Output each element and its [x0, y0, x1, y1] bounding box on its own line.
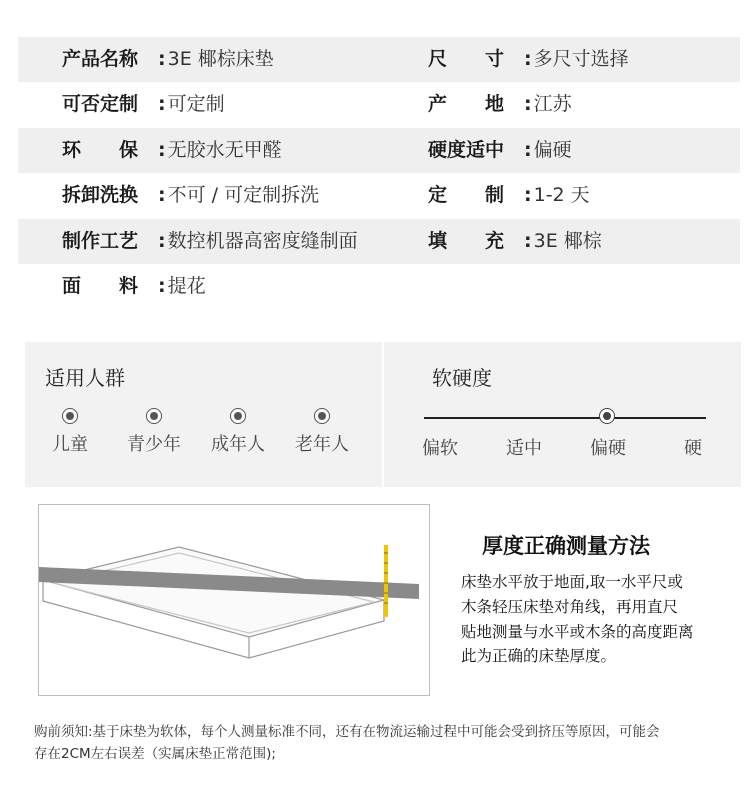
audience-option-elderly[interactable] [282, 408, 362, 456]
spec-key: 硬度适中 [428, 138, 505, 161]
spec-value: 不可 / 可定制拆洗 [167, 184, 320, 207]
spec-key: 产品名称 [62, 48, 139, 70]
spec-cell: 拆卸洗换 : 不可 / 可定制拆洗 [62, 173, 319, 218]
spec-row [18, 219, 740, 264]
mattress-outline [43, 547, 384, 658]
spec-cell: 硬度适中 : 偏硬 [428, 128, 572, 173]
firmness-slider-track[interactable] [424, 417, 706, 419]
firmness-label: 偏硬 [590, 438, 626, 459]
vertical-ruler [384, 545, 388, 617]
measure-text-line: 床垫水平放于地面,取一水平尺或 [461, 573, 683, 591]
spec-value: 数控机器高密度缝制面 [167, 229, 358, 252]
radio-dot-icon [230, 408, 246, 424]
spec-cell: 环 保 : 无胶水无甲醛 [62, 128, 282, 173]
audience-panel [25, 342, 382, 487]
spec-cell: 面 料 : 提花 [62, 264, 206, 309]
spec-row [18, 128, 740, 173]
firmness-label: 偏软 [422, 438, 458, 459]
spec-cell: 尺 寸 : 多尺寸选择 [428, 37, 629, 82]
spec-row [18, 82, 740, 127]
radio-dot-icon [314, 408, 330, 424]
firmness-label: 适中 [506, 438, 542, 459]
spec-key: 面 料 [62, 274, 139, 297]
audience-option-label: 青少年 [127, 434, 181, 455]
firmness-panel [384, 342, 741, 487]
spec-value: 江苏 [533, 93, 572, 116]
spec-value: 可定制 [167, 93, 225, 116]
spec-value: 1-2 天 [533, 184, 590, 207]
spec-value: 多尺寸选择 [533, 48, 629, 70]
spec-key: 制作工艺 [62, 229, 139, 252]
spec-cell: 填 充 : 3E 椰棕 [428, 219, 602, 264]
audience-title: 适用人群 [45, 366, 125, 390]
spec-key: 拆卸洗换 [62, 184, 139, 207]
spec-key: 产 地 [428, 93, 505, 116]
firmness-label: 硬 [684, 438, 702, 459]
spec-value: 提花 [167, 274, 206, 297]
spec-cell: 制作工艺 : 数控机器高密度缝制面 [62, 219, 358, 264]
radio-dot-icon [146, 408, 162, 424]
mattress-illustration [39, 505, 429, 695]
spec-row [18, 173, 740, 218]
measure-text-line: 木条轻压床垫对角线，再用直尺 [461, 598, 679, 616]
spec-key: 定 制 [428, 184, 505, 207]
purchase-notice-line: 存在2CM左右误差（实属床垫正常范围); [34, 746, 276, 762]
firmness-title: 软硬度 [432, 366, 492, 390]
measure-text-line: 贴地测量与水平或木条的高度距离 [461, 623, 694, 641]
audience-option-teen[interactable] [114, 408, 194, 456]
purchase-notice-line: 购前须知:基于床垫为软体，每个人测量标准不同，还有在物流运输过程中可能会受到挤压等原因，可能会 [34, 724, 660, 740]
mattress-measure-diagram [38, 504, 430, 696]
spec-cell: 产 地 : 江苏 [428, 82, 572, 127]
audience-option-label: 儿童 [52, 434, 88, 455]
measure-text-line: 此为正确的床垫厚度。 [461, 647, 617, 665]
spec-key: 环 保 [62, 138, 139, 161]
spec-table [18, 37, 740, 309]
spec-value: 偏硬 [533, 138, 572, 161]
spec-value: 无胶水无甲醛 [167, 138, 282, 161]
spec-row [18, 37, 740, 82]
spec-key: 尺 寸 [428, 48, 505, 70]
spec-value: 3E 椰棕床垫 [167, 48, 274, 70]
audience-option-label: 老年人 [295, 434, 349, 455]
spec-cell: 定 制 : 1-2 天 [428, 173, 590, 218]
spec-value: 3E 椰棕 [533, 229, 602, 252]
spec-cell: 产品名称 : 3E 椰棕床垫 [62, 37, 274, 82]
spec-key: 填 充 [428, 229, 505, 252]
audience-option-child[interactable] [30, 408, 110, 456]
radio-dot-icon [62, 408, 78, 424]
spec-key: 可否定制 [62, 93, 139, 116]
measure-title: 厚度正确测量方法 [482, 534, 650, 558]
spec-row [18, 264, 740, 309]
firmness-slider-knob[interactable] [599, 408, 615, 424]
spec-cell: 可否定制 : 可定制 [62, 82, 225, 127]
audience-option-label: 成年人 [211, 434, 265, 455]
audience-option-adult[interactable] [198, 408, 278, 456]
